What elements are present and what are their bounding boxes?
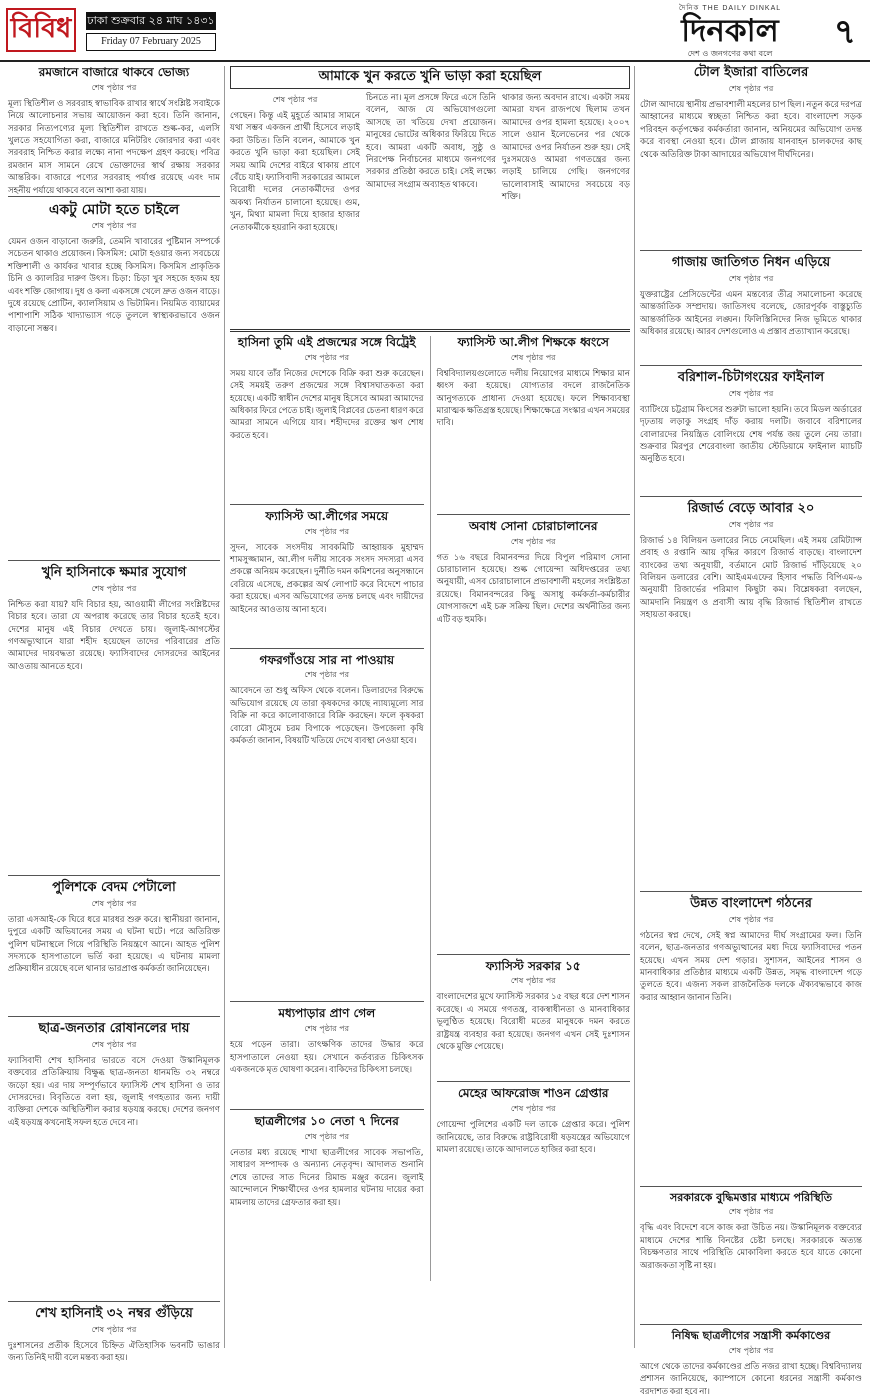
continuation-label: শেষ পৃষ্ঠার পর xyxy=(91,220,137,230)
article-body: সময় যাবে তাঁর নিজের দেশেকে বিক্রি করা শুরু করেছেন। সেই সময়ই তরুণ প্রজন্মের সঙ্গে বিশ্বাসঘাতকতা করা হয়েছে। একটি স্বাধীন দেশের মানুষ হিসেবে আমরা আমাদের অধিকার ফিরে পেতে চাই। জুলাই বিপ্লবের চেতনা ধারণ করে আমরা সামনে এগিয়ে যাব। শহীদদের রক্তের ঋণ শোধ করতে হবে। xyxy=(230,368,424,441)
article-body: বাংলাদেশের মুখে ফ্যাসিস্ট সরকার ১৫ বছর ধরে দেশ শাসন করেছে। এ সময়ে গণতন্ত্র, বাকস্বাধীনতা ও মানবাধিকার ভূলুণ্ঠিত হয়েছে। বিরোধী মতের মানুষকে দমন করতে রাষ্ট্রযন্ত্র ব্যবহার করা হয়েছে। জনগণ এখন সেই দুঃশাসন থেকে মুক্তি পেয়েছে। xyxy=(436,992,630,1052)
article-col xyxy=(366,92,496,326)
article-gonoforum xyxy=(230,654,424,996)
column-divider xyxy=(634,66,635,1348)
article-body: নেতার মধ্য রয়েছে শাখা ছাত্রলীগের সাবেক সভাপতি, সাধারণ সম্পাদক ও অন্যান্য নেতৃবৃন্দ। আদালত শুনানি শেষে তাদের সাত দিনের রিমান্ড মঞ্জুর করেন। জুলাই আন্দোলনে শিক্ষার্থীদের ওপর হামলার ঘটনায় দায়ের করা মামলায় তাদের গ্রেফতার করা হয়। xyxy=(230,1147,424,1208)
column-center xyxy=(230,66,630,1281)
continuation-label: শেষ পৃষ্ঠার পর xyxy=(304,670,350,680)
continuation-label: শেষ পৃষ্ঠার পর xyxy=(91,82,137,92)
article-body: আবেদনে তা শুধু অফিস থেকে বলেন। ডিলারদের বিরুদ্ধে অভিযোগ রয়েছে যে তারা কৃষকদের কাছে ন্যায্যমূল্যে সার বিক্রি না করে কালোবাজারে বিক্রি করছেন। ফলে কৃষকরা বোরো মৌসুমে চরম বিপাকে পড়েছেন। উপজেলা কৃষি কর্মকর্তা জানান, বিষয়টি খতিয়ে দেখে ব্যবস্থা নেওয়া হবে। xyxy=(230,686,424,746)
article-headline: অবাধ সোনা চোরাচালানের xyxy=(469,518,598,533)
article-body: বৃদ্ধি এবং বিদেশে বসে কাজ করা উচিত নয়। উস্কানিমূলক বক্তব্যের মাধ্যমে দেশের শান্তি বিনষ্টের চেষ্টা চলছে। সরকারকে অত্যন্ত বিচক্ষণতার সাথে পরিস্থিতি মোকাবিলা করতে হবে যাতে কোনো অরাজকতা সৃষ্টি না হয়। xyxy=(640,1223,862,1271)
article-wise xyxy=(640,1192,862,1319)
article-body: হয়ে পড়েন তারা। তাৎক্ষণিক তাদের উদ্ধার করে হাসপাতালে নেওয়া হয়। সেখানে কর্তব্যরত চিকিৎসক একজনকে মৃত ঘোষণা করেন। বাকিদের চিকিৎসা চলছে। xyxy=(230,1040,424,1075)
article-headline: গফরগাঁওয়ে সার না পাওয়ায় xyxy=(259,652,395,667)
article-headline: উন্নত বাংলাদেশ গঠনের xyxy=(690,895,812,911)
article-body: যেমন ওজন বাড়ানো জরুরি, তেমনি খাবারের পুষ্টিমান সম্পর্কে সচেতন থাকাও প্রয়োজন। কিসমিস: মোটা হওয়ার জন্য সবচেয়ে শক্তিশালী ও কার্যকর খাবার হচ্ছে কিসমিস। কিসমিস প্রাকৃতিক চিনি ও ক্যালরির দারুণ উৎস। চিড়া: চিড়া খুব সহজে হজম হয় এবং শক্তি জোগায়। দুধ ও কলা একসঙ্গে খেলে দ্রুত ওজন বাড়ে। দুধে রয়েছে প্রোটিন, ক্যালসিয়াম ও ভিটামিন। নিয়মিত ব্যায়ামের পাশাপাশি সঠিক খাদ্যাভ্যাস গড়ে তুললে স্বাস্থ্যকরভাবে ওজন বাড়ানো সম্ভব। xyxy=(8,236,220,334)
divider xyxy=(437,954,631,955)
article-headline: সরকারকে বুদ্ধিমত্তার মাধ্যমে পরিস্থিতি xyxy=(669,1190,833,1204)
divider xyxy=(640,1324,862,1325)
continuation-label: শেষ পৃষ্ঠার পর xyxy=(510,976,556,986)
divider xyxy=(640,891,862,892)
divider xyxy=(640,250,862,251)
continuation-label: শেষ পৃষ্ঠার পর xyxy=(728,1207,774,1217)
continuation-label: শেষ পৃষ্ঠার পর xyxy=(272,94,318,104)
continuation-label: শেষ পৃষ্ঠার পর xyxy=(728,83,774,93)
article-col xyxy=(230,92,360,326)
article-headline: টোল ইজারা বাতিলের xyxy=(693,65,809,80)
article-headline: পুলিশকে বেদম পেটালো xyxy=(52,879,176,895)
divider xyxy=(8,875,220,876)
article-developed xyxy=(640,897,862,1180)
divider xyxy=(437,1081,631,1082)
article-hasina-bridge xyxy=(230,336,424,498)
continuation-label: শেষ পৃষ্ঠার পর xyxy=(510,1104,556,1114)
continuation-label: শেষ পৃষ্ঠার পর xyxy=(728,914,774,924)
brand-slogan: দেশ ও জনগণের কথা বলে xyxy=(687,49,773,58)
article-headline: রিজার্ভ বেড়ে আবার ২০ xyxy=(687,500,815,516)
article-headline: খুনি হাসিনাকে ক্ষমার সুযোগ xyxy=(41,564,187,580)
section-logo: বিবিধ xyxy=(6,8,76,52)
continuation-label: শেষ পৃষ্ঠার পর xyxy=(91,898,137,908)
continuation-label: শেষ পৃষ্ঠার পর xyxy=(304,526,350,536)
divider xyxy=(230,329,630,332)
continuation-label: শেষ পৃষ্ঠার পর xyxy=(304,1024,350,1034)
article-killer xyxy=(230,66,630,326)
divider xyxy=(640,496,862,497)
column-2 xyxy=(230,336,424,1281)
article-body: গত ১৬ বছরে বিমানবন্দর দিয়ে বিপুল পরিমাণ সোনা চোরাচালান হয়েছে। শুল্ক গোয়েন্দা অধিদপ্তরের তথ্য অনুযায়ী, এসব চোরাচালানে প্রভাবশালী মহলের সংশ্লিষ্টতা রয়েছে। বিমানবন্দরের কিছু অসাধু কর্মকর্তা-কর্মচারীর যোগসাজশে এই চক্র সক্রিয় ছিল। দেশের অর্থনীতির জন্য এটি বড় হুমকি। xyxy=(436,552,630,625)
article-headline: শেখ হাসিনাই ৩২ নম্বর গুঁড়িয়ে xyxy=(35,1305,193,1321)
brand-block xyxy=(650,2,810,58)
article-fat xyxy=(8,202,220,554)
continuation-label: শেষ পৃষ্ঠার পর xyxy=(91,1039,137,1049)
brand-tagline-top: দৈনিক THE DAILY DINKAL xyxy=(678,5,782,12)
divider xyxy=(640,365,862,366)
article-headline: ফ্যাসিস্ট আ.লীগের সময়ে xyxy=(265,508,389,523)
article-headline: মধ্যপাড়ার প্রাণ গেল xyxy=(278,1006,376,1021)
article-teacher xyxy=(437,336,631,508)
column-left xyxy=(8,66,220,1370)
page-number: ৭ xyxy=(833,12,856,52)
article-headline: ছাত্রলীগের ১০ নেতা ৭ দিনের xyxy=(254,1114,399,1129)
article-body: গোয়েন্দা পুলিশের একটি দল তাকে গ্রেপ্তার করে। পুলিশ জানিয়েছে, তার বিরুদ্ধে রাষ্ট্রবিরোধী ষড়যন্ত্রের অভিযোগে মামলা রয়েছে। তাকে আদালতে হাজির করা হবে। xyxy=(436,1120,630,1155)
brand-logo: দিনকাল xyxy=(681,13,779,49)
column-3 xyxy=(437,336,631,1281)
article-ramadan xyxy=(8,65,220,196)
divider xyxy=(640,1186,862,1187)
article-col xyxy=(502,92,630,326)
continuation-label: শেষ পৃষ্ঠার পর xyxy=(728,273,774,283)
divider xyxy=(230,504,424,505)
article-reserve xyxy=(640,502,862,885)
continuation-label: শেষ পৃষ্ঠার পর xyxy=(304,352,350,362)
article-body: নিশ্চিত করা যায়? যদি বিচার হয়, আওয়ামী লীগের সংশ্লিষ্টদের বিচার হবে। তারা যে অপরাধ করেছে তার বিচার হতেই হবে। দেশের মানুষ এই বিচার দেখতে চায়। জুলাই-আগস্টের গণঅভ্যুত্থানে যারা শহীদ হয়েছেন তাদের পরিবারের প্রতি আমাদের দায়বদ্ধতা রয়েছে। ফ্যাসিবাদের দোসরদের আইনের আওতায় আনতে হবে। xyxy=(8,599,220,672)
article-body: রিজার্ভ ১৪ বিলিয়ন ডলারের নিচে নেমেছিল। এই সময় রেমিট্যান্স প্রবাহ ও রপ্তানি আয় বৃদ্ধির কারণে রিজার্ভ বাড়ছে। বাংলাদেশ ব্যাংকের তথ্য অনুযায়ী, বর্তমানে মোট রিজার্ভ দাঁড়িয়েছে ২০ বিলিয়ন ডলারের বেশি। আইএমএফের হিসাব পদ্ধতি বিপিএম-৬ অনুযায়ী রিজার্ভের পরিমাণ কিছুটা কম। বিশ্লেষকরা বলছেন, আমদানি নিয়ন্ত্রণ ও প্রবাসী আয় বৃদ্ধি রিজার্ভ স্থিতিশীল রাখতে সহায়তা করছে। xyxy=(640,535,862,621)
divider xyxy=(437,514,631,515)
column-divider xyxy=(224,66,225,1348)
center-lower xyxy=(230,336,630,1281)
continuation-label: শেষ পৃষ্ঠার পর xyxy=(304,1131,350,1141)
column-divider xyxy=(430,336,431,1281)
divider xyxy=(230,648,424,649)
continuation-label: শেষ পৃষ্ঠার পর xyxy=(728,1345,774,1355)
article-headline: নিষিদ্ধ ছাত্রলীগের সন্ত্রাসী কর্মকাণ্ডের xyxy=(671,1329,831,1343)
article-body: তারা এসআই-কে ঘিরে ধরে মারধর শুরু করে। স্থানীয়রা জানান, দুপুরে একটি অভিযানের সময় এ ঘটনা ঘটে। পরে অতিরিক্ত পুলিশ ঘটনাস্থলে গিয়ে পরিস্থিতি নিয়ন্ত্রণে আনে। আহত পুলিশ সদস্যকে হাসপাতালে ভর্তি করা হয়েছে। এ ঘটনায় মামলা প্রক্রিয়াধীন রয়েছে বলে থানার ভারপ্রাপ্ত কর্মকর্তা জানিয়েছেন। xyxy=(8,914,220,975)
article-headline: গাজায় জাতিগত নিধন এড়িয়ে xyxy=(671,254,831,270)
article-student-public xyxy=(8,1022,220,1295)
article-banned xyxy=(640,1329,862,1397)
article-headline: রমজানে বাজারে থাকবে ভোজ্য xyxy=(38,65,190,79)
continuation-label: শেষ পৃষ্ঠার পর xyxy=(728,519,774,529)
article-headline: ছাত্র-জনতার রোষানলের দায় xyxy=(38,1020,190,1036)
article-body: ফ্যাসিবাদী শেখ হাসিনার ভারতে বসে দেওয়া উস্কানিমূলক বক্তব্যের প্রতিক্রিয়ায় বিক্ষুব্ধ ছাত্র-জনতা ধানমন্ডি ৩২ নম্বরে জড়ো হয়। এর দায় সম্পূর্ণভাবে ফ্যাসিস্ট শেখ হাসিনা ও তার দোসরদের। বিবৃতিতে বলা হয়, জুলাই গণহত্যার জন্য দায়ী ব্যক্তিরা দেশকে অস্থিতিশীল করার ষড়যন্ত্র করছে। দেশের জনগণ এই ষড়যন্ত্র কখনোই সফল হতে দেবে না। xyxy=(8,1055,220,1128)
article-body: গেছেন। কিন্তু এই মুহূর্তে আমার সামনে যথা সম্ভব একজন প্রার্থী হিসেবে লড়াই করা উচিত। তিনি বলেন, আমাকে খুন করতে খুনি ভাড়া করা হয়েছিল। সেই সময় আমি দেশের বাইরে থাকায় প্রাণে বেঁচে যাই। ফ্যাসিবাদী সরকারের আমলে বিরোধী দলের নেতাকর্মীদের ওপর অকথ্য নির্যাতন চালানো হয়েছে। গুম, খুন, মিথ্যা মামলা দিয়ে হাজার হাজার নেতাকর্মীকে হয়রানি করা হয়েছে। xyxy=(230,110,360,233)
divider xyxy=(8,1016,220,1017)
continuation-label: শেষ পৃষ্ঠার পর xyxy=(91,583,137,593)
article-ganja xyxy=(640,256,862,359)
article-chhatradal xyxy=(230,1115,424,1275)
article-body: গঠনের স্বপ্ন দেখে, সেই স্বপ্ন আমাদের দীর্ঘ সংগ্রামের ফল। তিনি বলেন, ছাত্র-জনতার গণঅভ্যুত্থানের মধ্য দিয়ে ফ্যাসিবাদের পতন হয়েছে। এখন সময় দেশ গড়ার। সুশাসন, আইনের শাসন ও মানবাধিকার প্রতিষ্ঠার মাধ্যমে একটি উন্নত, সমৃদ্ধ বাংলাদেশ গড়ে তুলতে হবে। এজন্য সকল রাজনৈতিক দলকে ঐক্যবদ্ধভাবে কাজ করার আহ্বান জানান তিনি। xyxy=(640,930,862,1003)
article-body: থাকার জন্য অবদান রাখে। একটা সময় আমরা যখন রাজপথে ছিলাম তখন আমাদের ওপর হামলা হয়েছে। ২০০৭ সালে ওয়ান ইলেভেনের পর থেকে আমাদের ওপর নির্যাতন শুরু হয়। সেই দুঃসময়েও আমরা গণতন্ত্রের জন্য লড়াই চালিয়ে গেছি। জনগণের ভালোবাসাই আমাদের সবচেয়ে বড় শক্তি। xyxy=(502,92,630,203)
article-fascist15 xyxy=(437,960,631,1076)
article-columns xyxy=(230,92,630,326)
article-hasina32 xyxy=(8,1307,220,1364)
article-body: আগে থেকে তাদের কর্মকাণ্ডের প্রতি নজর রাখা হচ্ছে। বিশ্ববিদ্যালয় প্রশাসন জানিয়েছে, ক্যাম্পাসে কোনো ধরনের সন্ত্রাসী কর্মকাণ্ড বরদাশত করা হবে না। xyxy=(640,1361,862,1397)
article-body: মূল্য স্থিতিশীল ও সরবরাহ স্বাভাবিক রাখার স্বার্থে সংশ্লিষ্ট সবাইকে নিয়ে আলোচনার সভায় আয়োজন করা হবে। তিনি জানান, সরকার নিত্যপণ্যের মূল্য স্থিতিশীল রাখতে শুল্ক-কর, এলসি খুলতে সহযোগিতা করা, বাজারে মনিটরিং জোরদার করা এবং সরবরাহ নিশ্চিত করার লক্ষ্যে নানা পদক্ষেপ গ্রহণ করছে। পবিত্র রমজান মাস সামনে রেখে ভোক্তাদের স্বার্থ রক্ষায় সরকার আন্তরিক। বাজারে পণ্যের সরবরাহ পর্যাপ্ত রয়েছে এবং দাম সহনীয় পর্যায়ে থাকবে বলে আশা করা যায়। xyxy=(8,98,220,196)
date-bangla: ঢাকা শুক্রবার ২৪ মাঘ ১৪৩১ xyxy=(86,12,216,30)
article-toll xyxy=(640,66,862,244)
article-gold xyxy=(437,520,631,948)
article-headline: আমাকে খুন করতে খুনি ভাড়া করা হয়েছিল xyxy=(230,66,630,89)
article-madhyapara xyxy=(230,1007,424,1103)
continuation-label: শেষ পৃষ্ঠার পর xyxy=(510,352,556,362)
article-fascist-al xyxy=(230,510,424,642)
divider xyxy=(8,560,220,561)
continuation-label: শেষ পৃষ্ঠার পর xyxy=(728,388,774,398)
article-body: টোল আদায়ে স্থানীয় প্রভাবশালী মহলের চাপ ছিল। নতুন করে দরপত্র আহ্বানের মাধ্যমে স্বচ্ছতা নিশ্চিত করা হবে। বাংলাদেশ সড়ক পরিবহন কর্তৃপক্ষের কর্মকর্তারা জানান, অনিয়মের অভিযোগ তদন্ত করে ব্যবস্থা নেওয়া হবে। টোল প্লাজায় যানবাহন চালকদের কাছ থেকে অতিরিক্ত টাকা আদায়ের অভিযোগ দীর্ঘদিনের। xyxy=(640,99,862,160)
divider xyxy=(230,1001,424,1002)
masthead xyxy=(0,0,870,62)
article-body: দুঃশাসনের প্রতীক হিসেবে চিহ্নিত ঐতিহাসিক ভবনটি ভাঙার জন্য তিনিই দায়ী বলে মন্তব্য করা হয়। xyxy=(8,1340,220,1364)
article-body: যুক্তরাষ্ট্রের প্রেসিডেন্টের এমন মন্তব্যের তীব্র সমালোচনা করেছে আন্তর্জাতিক সম্প্রদায়। জাতিসংঘ বলেছে, জোরপূর্বক বাস্তুচ্যুতি আন্তর্জাতিক আইনের লঙ্ঘন। ফিলিস্তিনিদের নিজ ভূমিতে থাকার অধিকার রয়েছে। আরব দেশগুলোও এ প্রস্তাব প্রত্যাখ্যান করেছে। xyxy=(640,289,862,338)
article-headline: মেহের আফরোজ শাওন গ্রেপ্তার xyxy=(457,1086,609,1101)
article-police xyxy=(8,881,220,1010)
article-final xyxy=(640,371,862,490)
column-right xyxy=(640,66,862,1397)
continuation-label: শেষ পৃষ্ঠার পর xyxy=(91,1324,137,1334)
article-headline: একটু মোটা হতে চাইলে xyxy=(48,201,180,218)
article-body: সুদন, সাবেক সংসদীয় সাবকমিটি আহ্বায়ক মুহাম্মদ শামসুজ্জামান, আ.লীগ দলীয় সাবেক সংসদ সদস্যরা এসব প্রকল্পে অনিয়ম করেছেন। দুর্নীতি দমন কমিশনের অনুসন্ধানে বেরিয়ে এসেছে, প্রকল্পের অর্থ লোপাট করে বিদেশে পাচার করা হয়েছে। এসব অভিযোগের তদন্ত চলছে এবং দায়ীদের আইনের আওতায় আনা হবে। xyxy=(230,542,424,615)
article-headline: হাসিনা তুমি এই প্রজন্মের সঙ্গে বিট্রেই xyxy=(237,334,416,349)
article-body: চিনতে না। মূল প্রসঙ্গে ফিরে এসে তিনি বলেন, আজ যে অভিযোগগুলো আসছে তা খতিয়ে দেখা প্রয়োজন। মানুষের ভোটের অধিকার ফিরিয়ে দিতে হবে। আমরা একটি অবাধ, সুষ্ঠু ও নিরপেক্ষ নির্বাচনের মাধ্যমে জনগণের সরকার প্রতিষ্ঠা করতে চাই। সেই লক্ষ্যে আমাদের সংগ্রাম অব্যাহত থাকবে। xyxy=(366,92,496,190)
divider xyxy=(8,1301,220,1302)
article-body: ব্যাটিংয়ে চট্টগ্রাম কিংসের শুরুটা ভালো হয়নি। তবে মিডল অর্ডারের দৃঢ়তায় লড়াকু সংগ্রহ দাঁড় করায় দলটি। জবাবে বরিশালের বোলারদের নিয়ন্ত্রিত বোলিংয়ে শেষ পর্যন্ত জয় তুলে নেয় তারা। শুক্রবার মিরপুর শেরেবাংলা জাতীয় স্টেডিয়ামে ফাইনাল ম্যাচটি অনুষ্ঠিত হবে। xyxy=(640,404,862,465)
article-meher xyxy=(437,1087,631,1215)
article-body: বিশ্ববিদ্যালয়গুলোতে দলীয় নিয়োগের মাধ্যমে শিক্ষার মান ধ্বংস করা হয়েছে। যোগ্যতার বদলে রাজনৈতিক আনুগত্যকে প্রাধান্য দেওয়া হয়েছে। ফলে শিক্ষাব্যবস্থা মারাত্মক ক্ষতিগ্রস্ত হয়েছে। শিক্ষাক্ষেত্রে সংস্কার এখন সময়ের দাবি। xyxy=(436,368,630,429)
divider xyxy=(230,1109,424,1110)
article-headline: ফ্যাসিস্ট আ.লীগ শিক্ষকে ধ্বংসে xyxy=(457,334,609,349)
article-khuni xyxy=(8,566,220,869)
article-headline: বরিশাল-চিটাগংয়ের ফাইনাল xyxy=(677,369,825,385)
article-headline: ফ্যাসিস্ট সরকার ১৫ xyxy=(485,958,581,973)
continuation-label: শেষ পৃষ্ঠার পর xyxy=(510,536,556,546)
date-english: Friday 07 February 2025 xyxy=(86,33,216,51)
